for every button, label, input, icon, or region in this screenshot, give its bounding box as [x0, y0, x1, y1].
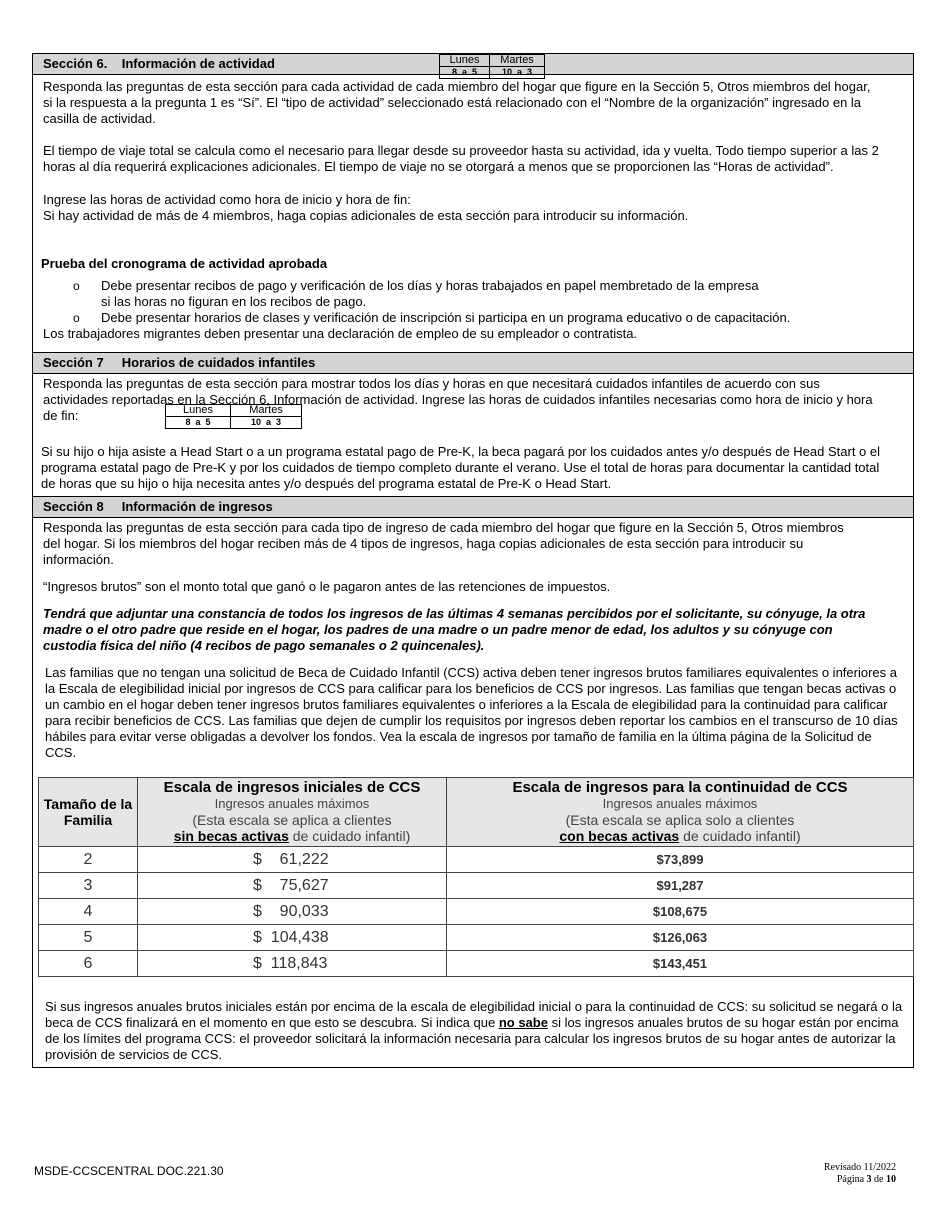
continuity-income-cell: $91,287: [447, 873, 914, 899]
care-example-time-1: 8 a 5: [166, 417, 231, 429]
initial-income-cell: $ 61,222: [138, 847, 447, 873]
continuity-income-cell: $143,451: [447, 951, 914, 977]
proof-bullet-1: o Debe presentar recibos de pago y verificación de los días y horas trabajados en papel membretado de la empresa si las horas no figuran en los recibos de pago.: [43, 278, 903, 310]
initial-note-part-a: (Esta escala se aplica a clientes: [192, 812, 392, 828]
continuity-scale-header: [447, 778, 914, 847]
table-row: [39, 951, 914, 977]
example-day-1: Lunes: [440, 55, 490, 67]
family-size-cell: 4: [39, 899, 138, 925]
continuity-note-underlined: con becas activas: [559, 828, 680, 844]
page-label: Página: [836, 1174, 867, 1185]
document-id: MSDE-CCSCENTRAL DOC.221.30: [34, 1164, 224, 1178]
family-size-cell: 6: [39, 951, 138, 977]
income-scale-rows: [39, 847, 914, 977]
s8-paragraph-1: Responda las preguntas de esta sección para cada tipo de ingreso de cada miembro del hogar que figure en la Sección 5, Otros miembros del hogar. Si los miembros del hogar reciben más de 4 tipos de ingresos, haga copias adicionales de esta sección para introducir su información.: [43, 520, 844, 567]
s7-paragraph-2: Si su hijo o hija asiste a Head Start o a un programa estatal pago de Pre-K, la beca pagará por los cuidados antes y/o después de Head Start o el programa estatal pago de Pre-K y por los cuidados de tiempo completo durante el verano. Use el total de horas para documentar la cantidad total de horas que su hijo o hija necesita antes y/o después del programa estatal de Pre-K o Head Start.: [41, 444, 881, 491]
family-size-cell: 5: [39, 925, 138, 951]
form-page: [32, 53, 914, 1068]
initial-income-cell: $ 104,438: [138, 925, 447, 951]
s6-hours-instruction: Ingrese las horas de actividad como hora de inicio y hora de fin:: [43, 192, 411, 207]
continuity-income-cell: $73,899: [447, 847, 914, 873]
s6-paragraph-2: El tiempo de viaje total se calcula como el necesario para llegar desde su proveedor hasta su actividad, ida y vuelta. Todo tiempo superior a las 2 horas al día requerirá explicaciones adicionales. El tiempo de viaje no se otorgará a menos que se proporcionen las “Horas de actividad”.: [43, 143, 879, 174]
continuity-income-cell: $126,063: [447, 925, 914, 951]
footer-revision: [824, 1162, 896, 1186]
family-size-header: Tamaño de la Familia: [39, 778, 138, 847]
continuity-income-cell: $108,675: [447, 899, 914, 925]
section-8-body: [33, 518, 913, 1067]
page-of: de: [871, 1174, 886, 1185]
s6-paragraph-1: Responda las preguntas de esta sección para cada actividad de cada miembro del hogar que figure en la Sección 5, Otros miembros del hogar, si la respuesta a la pregunta 1 es “Sí”. El “tipo de actividad” seleccionado está relacionado con el “Nombre de la organización” ingresado en la casilla de actividad.: [43, 79, 871, 126]
initial-note-part-b: de cuidado infantil): [288, 828, 411, 844]
continuity-scale-note: [451, 812, 909, 844]
page-number: [824, 1174, 896, 1186]
s8-p5-part-b: si los ingresos anuales brutos de su hogar están por encima de los límites del programa CCS: el proveedor solicitará la información necesaria para calcular los ingresos brutos de su hogar antes de autorizar la provisión de servicios de CCS.: [45, 1015, 899, 1062]
hours-example-table: [439, 54, 545, 79]
table-row: [39, 873, 914, 899]
s6-hours-line: [43, 182, 903, 208]
continuity-scale-title: Escala de ingresos para la continuidad de CCS: [512, 779, 848, 796]
s6-paragraph-5: Los trabajadores migrantes deben presentar una declaración de empleo de su empleador o contratista.: [43, 326, 638, 341]
page-current: 3: [866, 1174, 872, 1185]
care-example-day-2: Martes: [231, 405, 302, 417]
initial-income-cell: $ 90,033: [138, 899, 447, 925]
initial-scale-note: [142, 812, 442, 844]
proof-bullet-2: o Debe presentar horarios de clases y verificación de inscripción si participa en un programa educativo o de capacitación.: [73, 310, 791, 325]
care-example-time-2: 10 a 3: [231, 417, 302, 429]
proof-bullet-2-text: Debe presentar horarios de clases y verificación de inscripción si participa en un programa educativo o de capacitación.: [101, 310, 791, 325]
initial-income-cell: $ 75,627: [138, 873, 447, 899]
section-7-title: Sección 7 Horarios de cuidados infantiles: [43, 355, 316, 370]
family-size-cell: 2: [39, 847, 138, 873]
example-time-1: 8 a 5: [440, 67, 490, 79]
initial-scale-header: [138, 778, 447, 847]
income-scale-table: [38, 777, 914, 977]
s8-p5-part-a: Si sus ingresos anuales brutos iniciales están por encima de la escala de elegibilidad inicial o para la continuidad de CCS: su solicitud se negará o la beca de CCS finalizará en el momento en que esto se descubra. Si indica que: [45, 999, 903, 1030]
table-row: [39, 899, 914, 925]
section-8-header: [33, 497, 913, 518]
section-7-header: [33, 353, 913, 374]
proof-bullet-1-text: Debe presentar recibos de pago y verificación de los días y horas trabajados en papel membretado de la empresa si las horas no figuran en los recibos de pago.: [101, 278, 759, 309]
care-example-day-1: Lunes: [166, 405, 231, 417]
table-row: [39, 847, 914, 873]
page-total: 10: [886, 1174, 896, 1185]
proof-title: Prueba del cronograma de actividad aprobada: [41, 256, 328, 271]
initial-income-cell: $ 118,843: [138, 951, 447, 977]
s8-paragraph-2: “Ingresos brutos” son el monto total que ganó o le pagaron antes de las retenciones de impuestos.: [43, 579, 611, 594]
s8-paragraph-3: Tendrá que adjuntar una constancia de todos los ingresos de las últimas 4 semanas percibidos por el solicitante, su cónyuge, la otra madre o el otro padre que reside en el hogar, los padres de una madre o un padre menor de edad, los adultos y su cónyuge con custodia física del niño (4 recibos de pago semanales o 2 quincenales).: [43, 606, 866, 653]
s8-p5-underlined: no sabe: [498, 1015, 548, 1030]
family-size-cell: 3: [39, 873, 138, 899]
continuity-note-part-b: de cuidado infantil): [679, 828, 801, 844]
s6-paragraph-4: Si hay actividad de más de 4 miembros, haga copias adicionales de esta sección para introducir su información.: [43, 208, 689, 223]
initial-scale-title: Escala de ingresos iniciales de CCS: [163, 779, 421, 796]
continuity-scale-subtitle: Ingresos anuales máximos: [602, 796, 758, 811]
example-time-2: 10 a 3: [490, 67, 545, 79]
section-8-title: Sección 8 Información de ingresos: [43, 499, 273, 514]
revised-date: Revisado 11/2022: [823, 1162, 896, 1173]
initial-note-underlined: sin becas activas: [173, 828, 289, 844]
continuity-note-part-a: (Esta escala se aplica solo a clientes: [565, 812, 795, 828]
initial-scale-subtitle: Ingresos anuales máximos: [214, 796, 370, 811]
section-7-body: [33, 374, 913, 496]
s7-paragraph-1: Responda las preguntas de esta sección para mostrar todos los días y horas en que necesitará cuidados infantiles de acuerdo con sus actividades reportadas en la Sección 6, Información de actividad. Ingrese las horas de cuidados infantiles necesarias como hora de inicio y hora de fin:: [43, 376, 873, 423]
section-6-title: Sección 6. Información de actividad: [43, 56, 275, 71]
example-day-2: Martes: [490, 55, 545, 67]
table-row: [39, 925, 914, 951]
s8-paragraph-4: Las familias que no tengan una solicitud de Beca de Cuidado Infantil (CCS) activa deben tener ingresos brutos familiares equivalentes o inferiores a la Escala de elegibilidad inicial por ingresos de CCS para calificar para los beneficios de CCS por ingresos. Las familias que tengan becas activas o un cambio en el hogar deben tener ingresos brutos familiares equivalentes o inferiores a la Escala de elegibilidad para la continuidad para calificar para recibir beneficios de CCS. Las familias que dejen de cumplir los requisitos por ingresos deben reportar los cambios en el transcurso de 10 días hábiles para evitar verse obligadas a devolver los fondos. Vea la escala de ingresos por tamaño de familia en la última página de la Solicitud de CCS.: [45, 665, 898, 760]
care-hours-example-table: [165, 404, 302, 429]
s8-paragraph-5: [45, 999, 903, 1063]
